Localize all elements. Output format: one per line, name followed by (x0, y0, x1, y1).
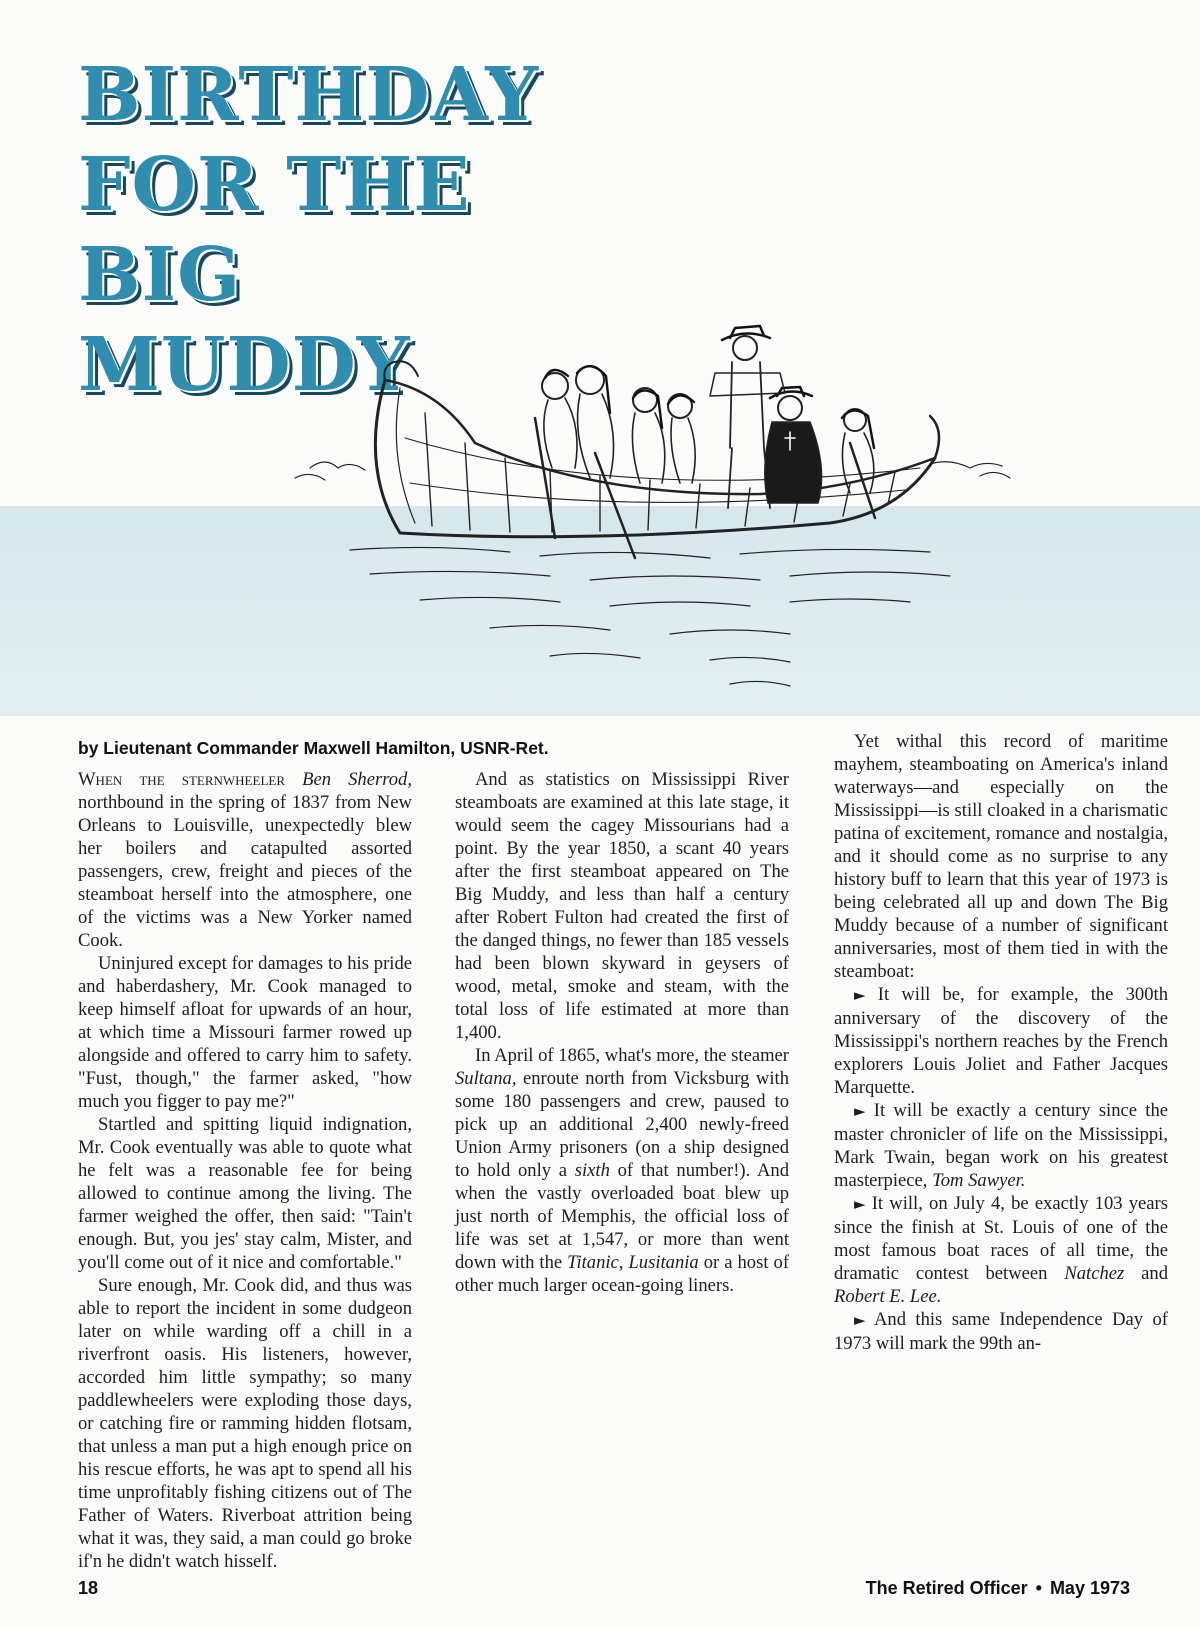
separator-dot: • (1035, 1578, 1042, 1598)
paragraph-lead (78, 768, 412, 952)
paragraph (455, 1044, 789, 1297)
title-line: BIRTHDAY (78, 52, 540, 138)
triangle-bullet-icon: ► (854, 1102, 866, 1120)
bullet-item (834, 1192, 1168, 1308)
title-line: FOR THE (78, 142, 471, 228)
paragraph-text: It will be, for example, the 300th anniversary of the discovery of the Mississippi's northern reaches by the French explorers Louis Joliet and Father Jacques Marquette. (834, 984, 1168, 1098)
issue-date: May 1973 (1049, 1578, 1130, 1598)
bullet-item (834, 1099, 1168, 1192)
paragraph: Startled and spitting liquid indignation, Mr. Cook eventually was able to quote what he felt was a reasonable fee for being allowed to continue among the living. The farmer weighed the offer, then said: "Tain't enough. But, you jes' stay calm, Mister, and you'll come out of it nice and comfortable." (78, 1114, 412, 1273)
boat-name: Natchez (1064, 1263, 1125, 1284)
emphasis: sixth (574, 1160, 610, 1181)
publication-footer (866, 1578, 1130, 1599)
page-number: 18 (78, 1578, 99, 1598)
canoe-illustration (290, 318, 1050, 716)
article-column-2 (455, 768, 789, 1297)
paragraph: Yet withal this record of maritime mayhem, steamboating on America's inland waterways—and especially on the Mississippi—is still cloaked in a charismatic patina of excitement, romance and nostalgia, and it should come as no surprise to any history buff to learn that this year of 1973 is being celebrated all up and down The Big Muddy because of a number of significant anniversaries, most of them tied in with the steamboat: (834, 731, 1168, 982)
bullet-item (834, 983, 1168, 1099)
ship-names: Titanic, Lusitania (567, 1252, 699, 1273)
bullet-item (834, 1308, 1168, 1355)
paragraph: And as statistics on Mississippi River steamboats are examined at this late stage, it would seem the cagey Missourians had a point. By the year 1850, a scant 40 years after the first steamboat appeared on The Big Muddy, and less than half a century after Robert Fulton had created the first of the danged things, no fewer than 185 vessels had been blown skyward in geysers of wood, metal, smoke and steam, with the total loss of life estimated at more than 1,400. (455, 769, 789, 1043)
paragraph-text: enroute north from Vicksburg with some 180 passengers and crew, paused to pick up an additional 2,400 newly-freed Union Army prisoners (on a ship designed to hold only a (455, 1068, 789, 1181)
publication-name: The Retired Officer (865, 1578, 1028, 1598)
article-column-1 (78, 768, 412, 1573)
article-column-3 (834, 730, 1168, 1355)
paragraph-text: In April of 1865, what's more, the steamer (475, 1045, 789, 1066)
boat-name: Sultana, (455, 1068, 517, 1089)
book-title: Tom Sawyer. (932, 1170, 1026, 1191)
paragraph-text: And this same Independence Day of 1973 will mark the 99th an- (834, 1309, 1168, 1354)
paragraph-text: northbound in the spring of 1837 from New Orleans to Louisville, unexpectedly blew her boilers and catapulted assorted passengers, crew, freight and pieces of the steamboat herself into the atmosphere, one of the victims was a New Yorker named Cook. (78, 792, 412, 951)
triangle-bullet-icon: ► (854, 1311, 866, 1329)
paragraph: Sure enough, Mr. Cook did, and thus was able to report the incident in some dudgeon later on while warding off a chill in a riverfront oasis. His listeners, however, accorded him little sympathy; so many paddlewheelers were exploding those days, or catching fire or ramming hidden flotsam, that unless a man put a high enough price on his rescue efforts, he was apt to spend all his time unprofitably fishing citizens out of The Father of Waters. Riverboat attrition being what it was, they said, a man could go broke if'n he didn't watch hisself. (78, 1275, 412, 1572)
title-line: MUDDY (78, 322, 411, 408)
title-line: BIG (78, 232, 242, 318)
lead-in-smallcaps: When the sternwheeler (78, 769, 285, 790)
paragraph-text: and (1124, 1263, 1168, 1284)
boat-name: Robert E. Lee. (834, 1286, 942, 1307)
triangle-bullet-icon: ► (854, 1195, 866, 1213)
boat-name: Ben Sherrod, (302, 769, 412, 790)
paragraph-text: or a host of other much larger ocean-going liners. (455, 1252, 790, 1296)
paragraph-text: of that number!). And when the vastly overloaded boat blew up just north of Memphis, the official loss of life was set at 1,547, or more than went down with the (455, 1160, 789, 1273)
byline: by Lieutenant Commander Maxwell Hamilton, USNR-Ret. (78, 738, 549, 758)
paragraph-text: It will, on July 4, be exactly 103 years since the finish at St. Louis of one of the most famous boat races of all time, the dramatic contest between (834, 1193, 1168, 1284)
triangle-bullet-icon: ► (854, 986, 866, 1004)
paragraph-text: It will be exactly a century since the master chronicler of life on the Mississippi, Mark Twain, began work on his greatest masterpiece, (834, 1100, 1168, 1191)
paragraph: Uninjured except for damages to his pride and haberdashery, Mr. Cook managed to keep himself afloat for upwards of an hour, at which time a Missouri farmer rowed up alongside and offered to carry him to safety. "Fust, though," the farmer asked, "how much you figger to pay me?" (78, 953, 412, 1112)
